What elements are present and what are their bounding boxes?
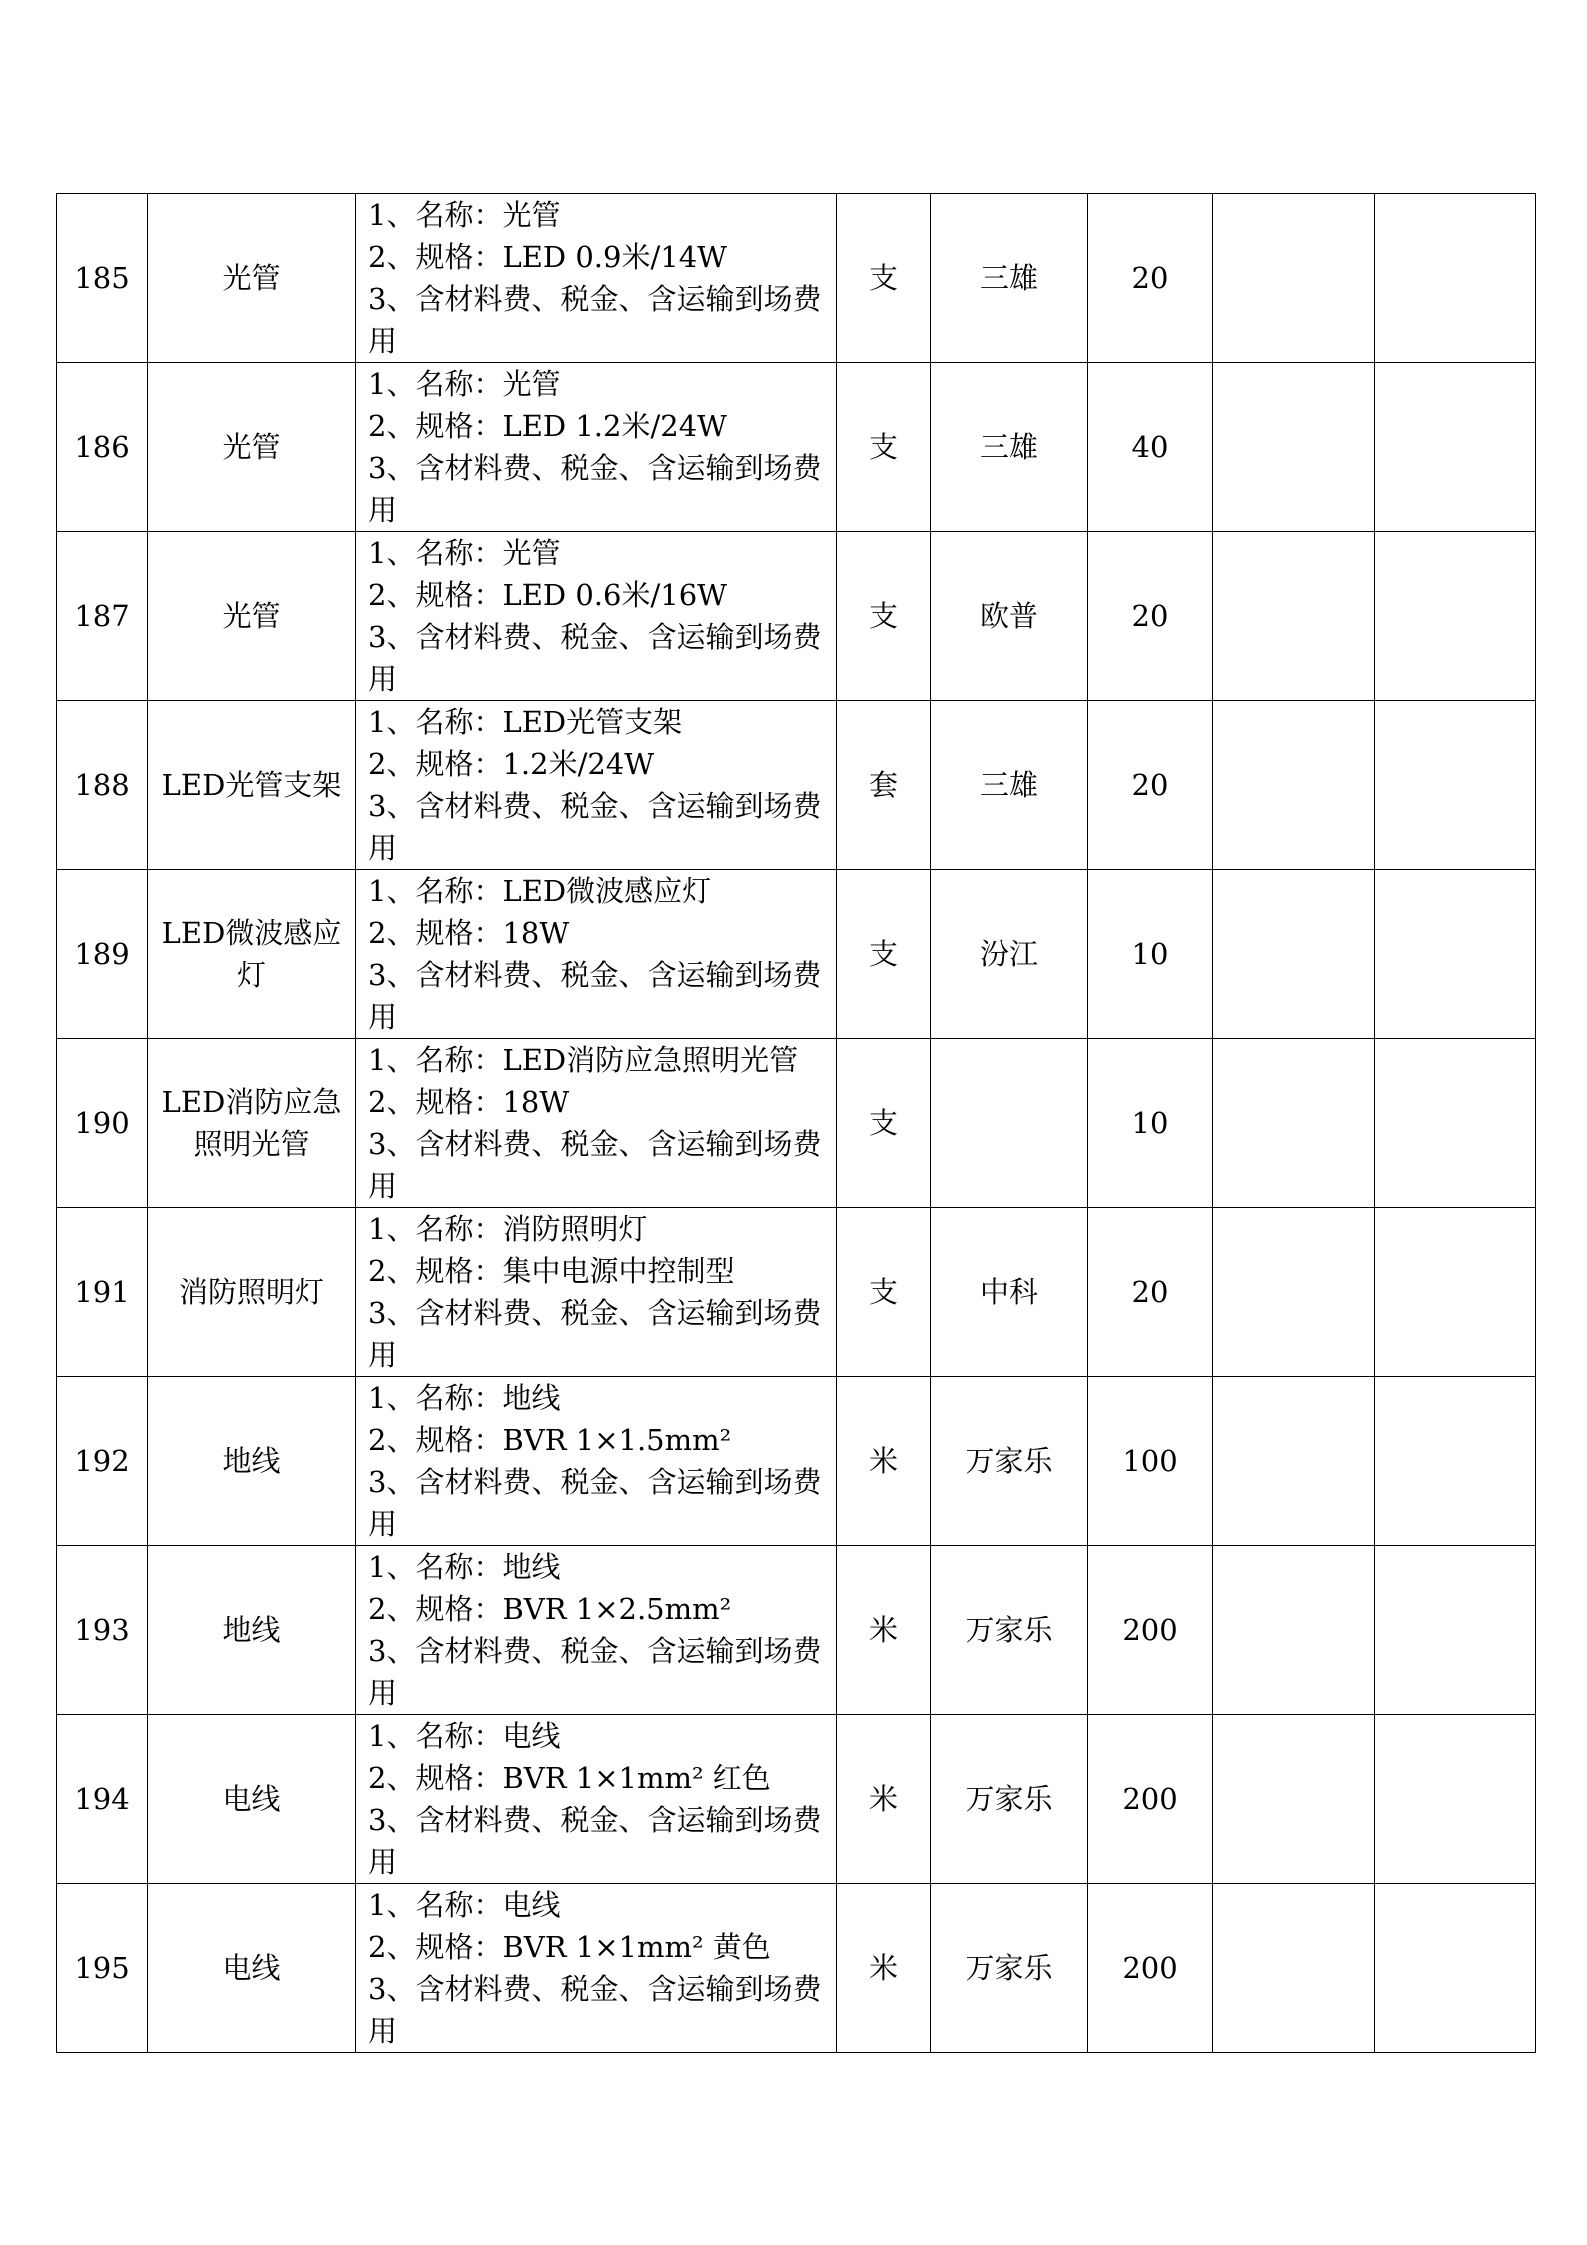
item-quantity: 20 — [1088, 194, 1213, 363]
description-line: 2、规格：1.2米/24W — [368, 747, 655, 781]
item-number: 194 — [57, 1715, 148, 1884]
item-quantity: 10 — [1088, 870, 1213, 1039]
item-description — [356, 1208, 837, 1377]
item-brand: 中科 — [931, 1208, 1088, 1377]
item-name: LED微波感应灯 — [148, 870, 356, 1039]
table-row — [57, 1884, 1536, 2053]
item-total — [1375, 1884, 1536, 2053]
item-description — [356, 363, 837, 532]
description-line: 2、规格：LED 0.9米/14W — [368, 240, 727, 274]
item-brand: 万家乐 — [931, 1377, 1088, 1546]
item-quantity: 20 — [1088, 1208, 1213, 1377]
description-line: 1、名称：消防照明灯 — [368, 1212, 648, 1246]
item-name: LED消防应急照明光管 — [148, 1039, 356, 1208]
item-unit-price — [1213, 1377, 1375, 1546]
description-line: 1、名称：电线 — [368, 1719, 561, 1753]
item-total — [1375, 1208, 1536, 1377]
item-number: 191 — [57, 1208, 148, 1377]
item-quantity: 200 — [1088, 1715, 1213, 1884]
item-name: 光管 — [148, 532, 356, 701]
item-brand: 三雄 — [931, 194, 1088, 363]
item-quantity: 10 — [1088, 1039, 1213, 1208]
item-name: 电线 — [148, 1715, 356, 1884]
item-unit-price — [1213, 1208, 1375, 1377]
item-total — [1375, 363, 1536, 532]
table-row — [57, 1208, 1536, 1377]
item-unit: 套 — [837, 701, 931, 870]
item-unit-price — [1213, 1039, 1375, 1208]
item-unit-price — [1213, 1546, 1375, 1715]
item-number: 195 — [57, 1884, 148, 2053]
item-unit-price — [1213, 1715, 1375, 1884]
item-description — [356, 701, 837, 870]
table-body — [57, 194, 1536, 2053]
item-unit-price — [1213, 532, 1375, 701]
item-description — [356, 194, 837, 363]
item-unit: 米 — [837, 1884, 931, 2053]
table-row — [57, 1715, 1536, 1884]
item-quantity: 40 — [1088, 363, 1213, 532]
item-description — [356, 532, 837, 701]
table-row — [57, 1377, 1536, 1546]
item-description — [356, 1039, 837, 1208]
item-number: 192 — [57, 1377, 148, 1546]
item-unit-price — [1213, 363, 1375, 532]
description-line: 3、含材料费、税金、含运输到场费用 — [368, 958, 822, 1034]
item-name: 地线 — [148, 1546, 356, 1715]
item-number: 185 — [57, 194, 148, 363]
description-line: 2、规格：18W — [368, 1085, 570, 1119]
description-line: 1、名称：光管 — [368, 536, 561, 570]
item-total — [1375, 1546, 1536, 1715]
item-unit-price — [1213, 870, 1375, 1039]
item-brand: 万家乐 — [931, 1546, 1088, 1715]
item-brand: 汾江 — [931, 870, 1088, 1039]
description-line: 2、规格：BVR 1×1mm² 红色 — [368, 1761, 771, 1795]
description-line: 3、含材料费、税金、含运输到场费用 — [368, 620, 822, 696]
description-line: 2、规格：BVR 1×1mm² 黄色 — [368, 1930, 771, 1964]
description-line: 3、含材料费、税金、含运输到场费用 — [368, 1127, 822, 1203]
item-unit: 支 — [837, 363, 931, 532]
table-row — [57, 532, 1536, 701]
item-number: 187 — [57, 532, 148, 701]
item-unit: 支 — [837, 870, 931, 1039]
description-line: 1、名称：电线 — [368, 1888, 561, 1922]
item-quantity: 200 — [1088, 1884, 1213, 2053]
item-total — [1375, 532, 1536, 701]
description-line: 2、规格：BVR 1×2.5mm² — [368, 1592, 732, 1626]
description-line: 3、含材料费、税金、含运输到场费用 — [368, 282, 822, 358]
description-line: 3、含材料费、税金、含运输到场费用 — [368, 1972, 822, 2048]
item-brand: 万家乐 — [931, 1884, 1088, 2053]
item-quantity: 200 — [1088, 1546, 1213, 1715]
description-line: 1、名称：光管 — [368, 198, 561, 232]
item-description — [356, 1715, 837, 1884]
item-unit-price — [1213, 1884, 1375, 2053]
item-unit: 支 — [837, 1039, 931, 1208]
description-line: 1、名称：光管 — [368, 367, 561, 401]
item-table — [56, 193, 1536, 2053]
item-total — [1375, 1715, 1536, 1884]
item-total — [1375, 870, 1536, 1039]
item-quantity: 20 — [1088, 701, 1213, 870]
table-row — [57, 1546, 1536, 1715]
description-line: 1、名称：LED微波感应灯 — [368, 874, 712, 908]
item-name: 光管 — [148, 363, 356, 532]
description-line: 1、名称：地线 — [368, 1550, 561, 1584]
item-unit: 支 — [837, 194, 931, 363]
item-description — [356, 1377, 837, 1546]
item-total — [1375, 194, 1536, 363]
item-number: 186 — [57, 363, 148, 532]
description-line: 3、含材料费、税金、含运输到场费用 — [368, 451, 822, 527]
item-unit: 支 — [837, 532, 931, 701]
item-brand: 三雄 — [931, 363, 1088, 532]
description-line: 3、含材料费、税金、含运输到场费用 — [368, 1465, 822, 1541]
description-line: 2、规格：LED 0.6米/16W — [368, 578, 727, 612]
item-brand: 欧普 — [931, 532, 1088, 701]
item-number: 190 — [57, 1039, 148, 1208]
table-row — [57, 1039, 1536, 1208]
item-brand: 万家乐 — [931, 1715, 1088, 1884]
description-line: 1、名称：LED消防应急照明光管 — [368, 1043, 799, 1077]
item-total — [1375, 1377, 1536, 1546]
table-row — [57, 363, 1536, 532]
table-row — [57, 870, 1536, 1039]
table-row — [57, 194, 1536, 363]
item-unit: 支 — [837, 1208, 931, 1377]
item-brand — [931, 1039, 1088, 1208]
item-name: 光管 — [148, 194, 356, 363]
item-description — [356, 870, 837, 1039]
description-line: 2、规格：LED 1.2米/24W — [368, 409, 727, 443]
item-name: 地线 — [148, 1377, 356, 1546]
item-brand: 三雄 — [931, 701, 1088, 870]
item-unit: 米 — [837, 1715, 931, 1884]
item-total — [1375, 1039, 1536, 1208]
item-number: 189 — [57, 870, 148, 1039]
description-line: 3、含材料费、税金、含运输到场费用 — [368, 1634, 822, 1710]
description-line: 2、规格：18W — [368, 916, 570, 950]
table-row — [57, 701, 1536, 870]
item-description — [356, 1884, 837, 2053]
item-name: LED光管支架 — [148, 701, 356, 870]
description-line: 3、含材料费、税金、含运输到场费用 — [368, 1296, 822, 1372]
item-quantity: 100 — [1088, 1377, 1213, 1546]
item-name: 电线 — [148, 1884, 356, 2053]
description-line: 2、规格：集中电源中控制型 — [368, 1254, 735, 1288]
description-line: 1、名称：LED光管支架 — [368, 705, 683, 739]
description-line: 1、名称：地线 — [368, 1381, 561, 1415]
item-unit-price — [1213, 194, 1375, 363]
item-unit: 米 — [837, 1377, 931, 1546]
description-line: 2、规格：BVR 1×1.5mm² — [368, 1423, 732, 1457]
item-unit-price — [1213, 701, 1375, 870]
description-line: 3、含材料费、税金、含运输到场费用 — [368, 1803, 822, 1879]
item-unit: 米 — [837, 1546, 931, 1715]
item-number: 193 — [57, 1546, 148, 1715]
description-line: 3、含材料费、税金、含运输到场费用 — [368, 789, 822, 865]
item-total — [1375, 701, 1536, 870]
item-quantity: 20 — [1088, 532, 1213, 701]
item-name: 消防照明灯 — [148, 1208, 356, 1377]
item-number: 188 — [57, 701, 148, 870]
item-description — [356, 1546, 837, 1715]
